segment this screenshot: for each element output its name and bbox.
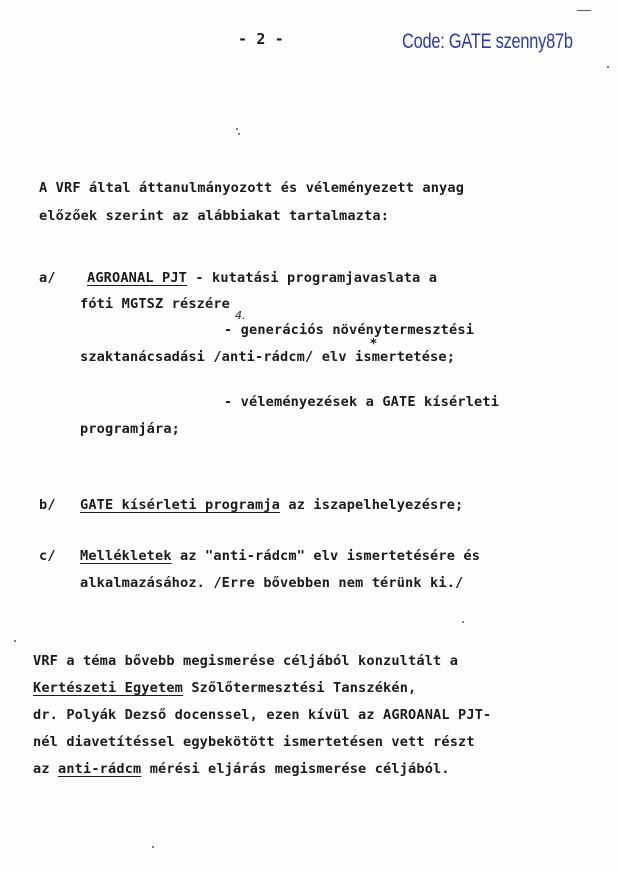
closing-line5-pre: az — [33, 761, 59, 777]
item-b-rest: az iszapelhelyezésre; — [280, 497, 464, 513]
item-b-line — [80, 497, 463, 513]
closing-line1: VRF a téma bővebb megismerése céljából konzultált a — [33, 653, 459, 669]
item-c-title: Mellékletek — [80, 548, 172, 564]
closing-line5 — [33, 761, 450, 777]
page-number: - 2 - — [238, 30, 284, 48]
item-a-line2: fóti MGTSZ részére — [80, 296, 231, 312]
ink-speck — [238, 133, 240, 135]
intro-line: A VRF által áttanulmányozott és véleményezett anyag — [39, 180, 465, 196]
ink-speck — [462, 621, 464, 623]
closing-method: anti-rádcm — [58, 761, 142, 777]
item-c-line1-rest: az "anti-rádcm" elv ismertetésére és — [171, 548, 481, 564]
closing-line5-rest: mérési eljárás megismerése céljából. — [141, 761, 450, 777]
item-a-title: AGROANAL PJT — [87, 270, 188, 286]
handwritten-asterisk: * — [370, 337, 377, 352]
ink-speck — [607, 66, 609, 68]
ink-speck — [14, 640, 16, 642]
closing-line3: dr. Polyák Dezső docenssel, ezen kívül az AGROANAL PJT- — [33, 707, 492, 723]
closing-line4: nél diavetítéssel egybekötött ismertetésen vett részt — [33, 734, 475, 750]
item-a-line1 — [87, 270, 437, 286]
ink-speck — [236, 128, 238, 130]
intro-line: előzőek szerint az alábbiakat tartalmazta: — [39, 208, 390, 224]
item-a-line6: programjára; — [80, 421, 181, 437]
item-a-line1-rest: - kutatási programjavaslata a — [187, 270, 438, 286]
closing-line2 — [33, 680, 416, 696]
item-a-line4: szaktanácsadási /anti-rádcm/ elv ismertetése; — [80, 349, 456, 365]
item-c-line1 — [80, 548, 480, 564]
handwritten-note: 4. — [235, 309, 246, 322]
closing-line2-rest: Szőlőtermesztési Tanszékén, — [183, 680, 417, 696]
list-marker-c: c/ — [39, 548, 56, 564]
item-c-line2: alkalmazásához. /Erre bővebben nem térünk ki./ — [80, 575, 464, 591]
list-marker-b: b/ — [39, 497, 56, 513]
list-marker-a: a/ — [39, 270, 56, 286]
ink-speck — [152, 846, 154, 848]
ink-speck — [577, 10, 591, 11]
document-code-stamp: Code: GATE szenny87b — [402, 30, 573, 53]
closing-university: Kertészeti Egyetem — [33, 680, 184, 696]
item-a-line3: - generációs növénytermesztési — [224, 322, 475, 338]
item-a-line5: - véleményezések a GATE kísérleti — [224, 394, 500, 410]
item-b-title: GATE kísérleti programja — [80, 497, 281, 513]
